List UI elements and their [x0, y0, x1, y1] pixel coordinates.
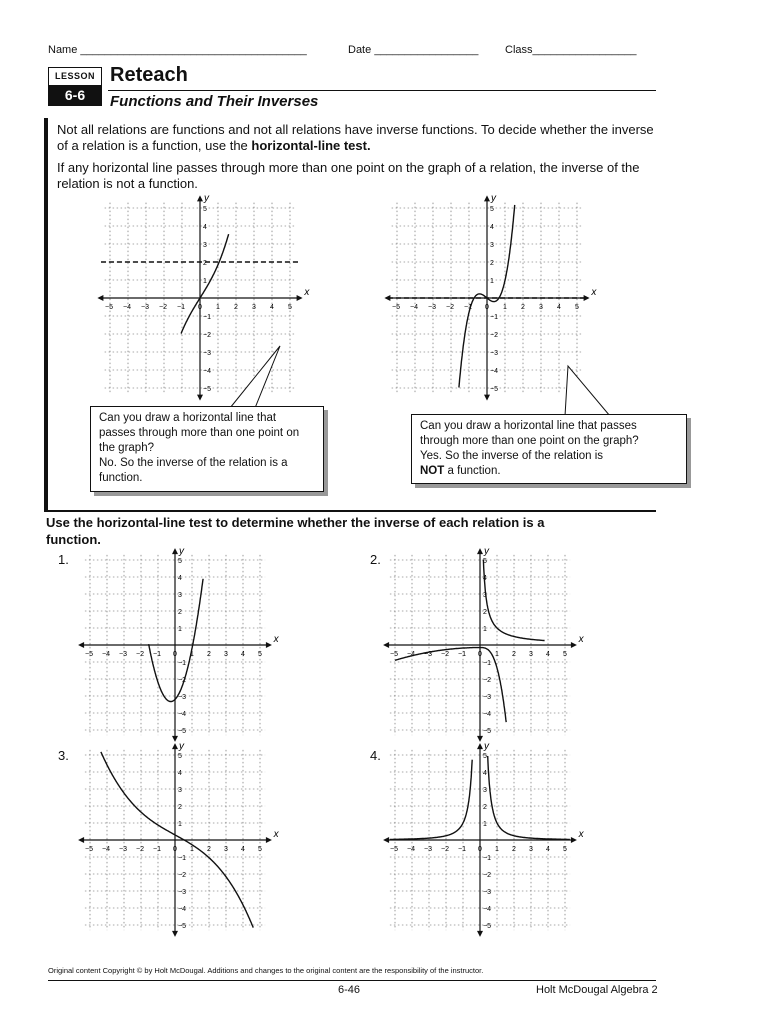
- y-tick-label: 1: [490, 278, 494, 285]
- y-tick-label: 3: [483, 592, 487, 599]
- x-tick-label: −3: [141, 304, 149, 311]
- y-tick-label: 4: [178, 770, 182, 777]
- callout-left-question: Can you draw a horizontal line that passes through more than one point on the graph?: [99, 412, 300, 454]
- date-label: Date: [348, 44, 372, 56]
- x-tick-label: −3: [424, 651, 432, 658]
- curve-right-branch: [488, 756, 570, 839]
- y-tick-label: −2: [203, 332, 211, 339]
- callout-right-answer-line-2: [420, 464, 678, 479]
- section-divider: [44, 510, 656, 512]
- copyright-note: Original content Copyright © by Holt McDougal. Additions and changes to the original content are the responsibility of the instructor.: [48, 966, 484, 975]
- function-curve: [149, 579, 204, 702]
- x-tick-label: −1: [153, 846, 161, 853]
- y-tick-label: 3: [178, 592, 182, 599]
- x-tick-label: −4: [102, 651, 110, 658]
- x-tick-label: 3: [224, 846, 228, 853]
- y-tick-label: 5: [483, 753, 487, 760]
- y-tick-label: 1: [178, 821, 182, 828]
- callout-right: [411, 414, 687, 484]
- x-tick-label: −2: [441, 651, 449, 658]
- y-tick-label: 2: [203, 260, 207, 267]
- x-tick-label: 2: [512, 846, 516, 853]
- y-tick-label: 2: [178, 804, 182, 811]
- x-tick-label: −1: [458, 651, 466, 658]
- y-tick-label: 5: [178, 753, 182, 760]
- x-tick-label: 2: [521, 304, 525, 311]
- x-tick-label: −1: [464, 304, 472, 311]
- y-tick-label: 1: [483, 821, 487, 828]
- x-tick-label: −4: [123, 304, 131, 311]
- y-tick-label: 2: [490, 260, 494, 267]
- callout-right-question: Can you draw a horizontal line that passes through more than one point on the graph?: [420, 420, 639, 447]
- y-axis-label: y: [484, 545, 489, 557]
- y-tick-label: −3: [203, 350, 211, 357]
- y-tick-label: 2: [483, 804, 487, 811]
- x-tick-label: 5: [563, 846, 567, 853]
- y-axis-label: y: [179, 545, 184, 557]
- y-tick-label: −5: [483, 728, 491, 735]
- x-axis-arrow-right: [266, 642, 272, 648]
- y-tick-label: −2: [490, 332, 498, 339]
- x-tick-label: 5: [258, 651, 262, 658]
- x-tick-label: −5: [85, 846, 93, 853]
- y-tick-label: 5: [203, 206, 207, 213]
- name-blank[interactable]: _____________________________________: [80, 44, 307, 56]
- x-tick-label: 1: [495, 846, 499, 853]
- x-tick-label: 5: [575, 304, 579, 311]
- name-label: Name: [48, 44, 78, 56]
- callout-left: [90, 406, 324, 492]
- callout-left-answer: No. So the inverse of the relation is a function.: [99, 457, 288, 484]
- y-tick-label: −4: [178, 906, 186, 913]
- x-axis-label: x: [273, 634, 279, 645]
- y-tick-label: −2: [178, 677, 186, 684]
- x-axis-label: x: [578, 634, 584, 645]
- x-tick-label: 5: [258, 846, 262, 853]
- x-tick-label: 3: [539, 304, 543, 311]
- x-tick-label: 1: [216, 304, 220, 311]
- exercise-graph-4: [390, 740, 584, 930]
- y-tick-label: −4: [483, 906, 491, 913]
- x-tick-label: 3: [529, 651, 533, 658]
- x-tick-label: −3: [119, 846, 127, 853]
- y-axis-arrow-up: [477, 548, 483, 554]
- x-axis-arrow-left: [383, 642, 389, 648]
- page-number: 6-46: [338, 984, 361, 996]
- x-tick-label: −5: [390, 846, 398, 853]
- x-tick-label: −1: [458, 846, 466, 853]
- x-tick-label: 2: [512, 651, 516, 658]
- exercise-graph-1: [85, 545, 279, 735]
- lesson-word: LESSON: [54, 71, 95, 81]
- callout-right-answer-line: [420, 449, 678, 464]
- x-tick-label: −2: [136, 846, 144, 853]
- y-tick-label: −4: [483, 711, 491, 718]
- y-tick-label: 4: [178, 575, 182, 582]
- y-tick-label: 3: [490, 242, 494, 249]
- y-tick-label: −3: [178, 694, 186, 701]
- x-tick-label: 0: [485, 304, 489, 311]
- x-tick-label: 5: [563, 651, 567, 658]
- y-axis-arrow-down: [172, 931, 178, 937]
- y-tick-label: −1: [483, 855, 491, 862]
- right-callout-pointer: [565, 366, 610, 416]
- x-tick-label: −4: [407, 846, 415, 853]
- intro-bold-term: horizontal-line test.: [251, 138, 371, 153]
- x-tick-label: −2: [136, 651, 144, 658]
- y-tick-label: 4: [490, 224, 494, 231]
- y-tick-label: 5: [178, 558, 182, 565]
- x-axis-arrow-left: [78, 837, 84, 843]
- page-title: Reteach: [110, 64, 188, 86]
- y-tick-label: 3: [203, 242, 207, 249]
- exercise-number-1: 1.: [58, 552, 69, 567]
- x-tick-label: −2: [159, 304, 167, 311]
- y-tick-label: −3: [490, 350, 498, 357]
- x-tick-label: 5: [288, 304, 292, 311]
- y-tick-label: 4: [203, 224, 207, 231]
- y-tick-label: 5: [483, 558, 487, 565]
- y-tick-label: 1: [203, 278, 207, 285]
- x-tick-label: 4: [241, 846, 245, 853]
- x-tick-label: 4: [557, 304, 561, 311]
- x-tick-label: −5: [390, 651, 398, 658]
- x-tick-label: −4: [407, 651, 415, 658]
- x-tick-label: 1: [495, 651, 499, 658]
- x-axis-arrow-left: [78, 642, 84, 648]
- y-tick-label: 3: [483, 787, 487, 794]
- class-label: Class: [505, 44, 533, 56]
- x-tick-label: 1: [190, 651, 194, 658]
- y-axis-arrow-up: [477, 743, 483, 749]
- y-tick-label: −5: [178, 923, 186, 930]
- y-tick-label: 2: [483, 609, 487, 616]
- y-tick-label: 4: [483, 770, 487, 777]
- y-axis-arrow-up: [172, 548, 178, 554]
- y-tick-label: −2: [483, 872, 491, 879]
- y-axis-arrow-down: [477, 931, 483, 937]
- y-axis-label: y: [204, 193, 209, 205]
- y-axis-arrow-up: [172, 743, 178, 749]
- x-tick-label: 4: [546, 651, 550, 658]
- exercise-graph-3: [85, 740, 279, 930]
- x-tick-label: −3: [119, 651, 127, 658]
- exercise-number-3: 3.: [58, 748, 69, 763]
- x-tick-label: 1: [503, 304, 507, 311]
- x-tick-label: −4: [410, 304, 418, 311]
- x-axis-label: x: [304, 287, 310, 298]
- callout-right-answer-start: Yes. So the inverse of the relation is: [420, 450, 604, 462]
- y-tick-label: 1: [178, 626, 182, 633]
- y-tick-label: −1: [203, 314, 211, 321]
- x-tick-label: 0: [478, 846, 482, 853]
- x-tick-label: −3: [428, 304, 436, 311]
- y-tick-label: −1: [483, 660, 491, 667]
- exercise-instruction: Use the horizontal-line test to determine whether the inverse of each relation is a function.: [46, 515, 545, 547]
- x-tick-label: 3: [529, 846, 533, 853]
- x-tick-label: 2: [234, 304, 238, 311]
- x-tick-label: −5: [85, 651, 93, 658]
- book-title: Holt McDougal Algebra 2: [536, 984, 658, 996]
- exercise-graph-2: [390, 545, 584, 735]
- x-tick-label: −1: [153, 651, 161, 658]
- y-tick-label: 3: [178, 787, 182, 794]
- curve-left-branch: [390, 760, 472, 840]
- exercise-number-4: 4.: [370, 748, 381, 763]
- exercise-number-2: 2.: [370, 552, 381, 567]
- y-axis-arrow-down: [172, 736, 178, 742]
- y-tick-label: −5: [203, 386, 211, 393]
- footer-divider: [48, 980, 656, 981]
- y-tick-label: 1: [483, 626, 487, 633]
- x-tick-label: 2: [207, 651, 211, 658]
- x-tick-label: −5: [392, 304, 400, 311]
- x-axis-arrow-right: [266, 837, 272, 843]
- x-tick-label: 4: [270, 304, 274, 311]
- class-blank[interactable]: _________________: [532, 44, 637, 56]
- y-tick-label: −5: [490, 386, 498, 393]
- x-axis-arrow-right: [571, 837, 577, 843]
- y-tick-label: −3: [178, 889, 186, 896]
- x-tick-label: 4: [241, 651, 245, 658]
- y-tick-label: −5: [483, 923, 491, 930]
- y-axis-label: y: [179, 740, 184, 752]
- y-tick-label: −2: [178, 872, 186, 879]
- y-tick-label: −3: [483, 694, 491, 701]
- y-tick-label: −4: [490, 368, 498, 375]
- y-tick-label: −5: [178, 728, 186, 735]
- x-tick-label: 3: [224, 651, 228, 658]
- x-axis-label: x: [273, 829, 279, 840]
- x-tick-label: 3: [252, 304, 256, 311]
- x-tick-label: −2: [441, 846, 449, 853]
- y-axis-label: y: [491, 193, 496, 205]
- x-tick-label: 2: [207, 846, 211, 853]
- x-tick-label: 0: [173, 846, 177, 853]
- x-tick-label: −5: [105, 304, 113, 311]
- x-tick-label: −3: [424, 846, 432, 853]
- y-tick-label: −4: [203, 368, 211, 375]
- x-tick-label: 0: [173, 651, 177, 658]
- y-tick-label: −3: [483, 889, 491, 896]
- y-tick-label: 2: [178, 609, 182, 616]
- y-tick-label: −2: [483, 677, 491, 684]
- y-tick-label: 4: [483, 575, 487, 582]
- x-axis-label: x: [591, 287, 597, 298]
- x-tick-label: −1: [177, 304, 185, 311]
- x-tick-label: −2: [446, 304, 454, 311]
- x-tick-label: −4: [102, 846, 110, 853]
- x-tick-label: 0: [478, 651, 482, 658]
- y-tick-label: −1: [178, 855, 186, 862]
- callout-right-answer-end: a function.: [447, 465, 501, 477]
- x-tick-label: 1: [190, 846, 194, 853]
- y-tick-label: 5: [490, 206, 494, 213]
- intro-paragraph-2: If any horizontal line passes through more than one point on the graph of a relation, the inverse of the relation is not a function.: [57, 160, 640, 191]
- y-tick-label: −1: [178, 660, 186, 667]
- x-axis-arrow-right: [571, 642, 577, 648]
- x-axis-label: x: [578, 829, 584, 840]
- x-tick-label: 0: [198, 304, 202, 311]
- date-blank[interactable]: _________________: [374, 44, 479, 56]
- x-axis-arrow-left: [383, 837, 389, 843]
- callout-right-answer-bold: NOT: [420, 465, 445, 477]
- left-callout-pointer: [230, 346, 280, 408]
- page-subtitle: Functions and Their Inverses: [110, 93, 319, 110]
- lesson-number: 6-6: [49, 85, 101, 105]
- y-axis-arrow-down: [477, 736, 483, 742]
- x-tick-label: 4: [546, 846, 550, 853]
- y-axis-label: y: [484, 740, 489, 752]
- y-tick-label: −1: [490, 314, 498, 321]
- intro-text: Not all relations are functions and not all relations have inverse functions. To decide whether the inverse of a relation is a function, use the: [57, 122, 654, 153]
- y-tick-label: −4: [178, 711, 186, 718]
